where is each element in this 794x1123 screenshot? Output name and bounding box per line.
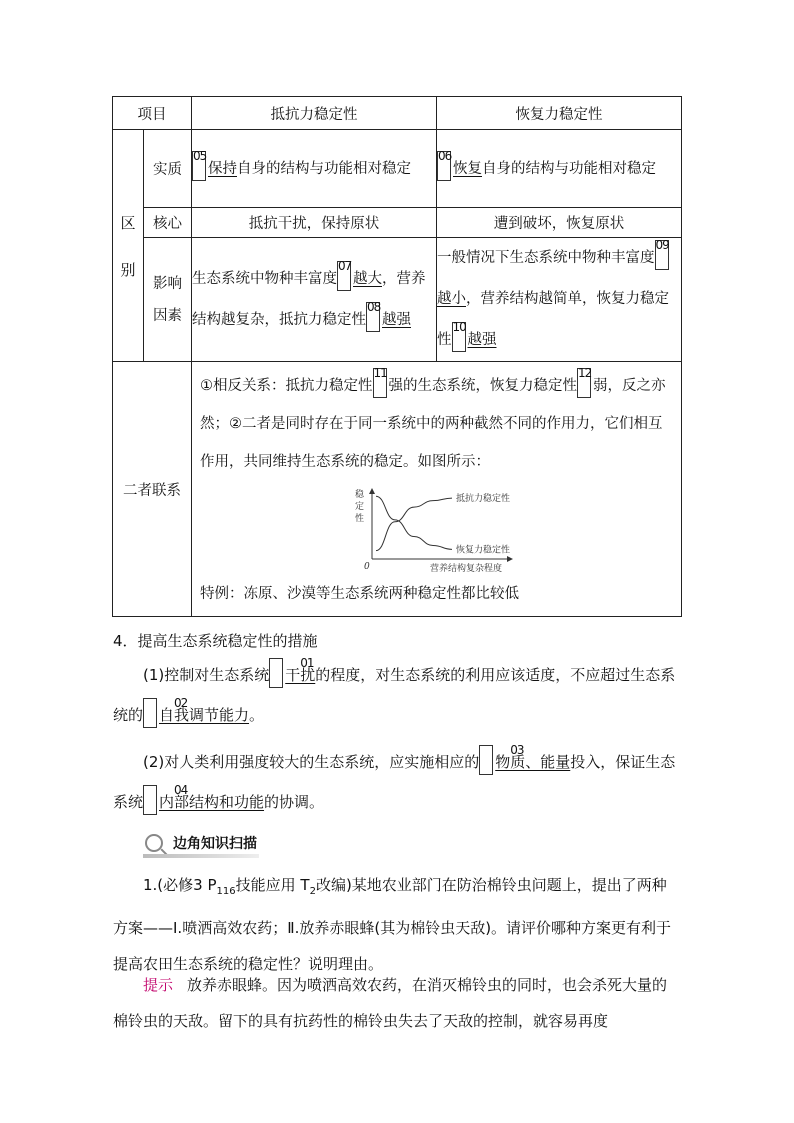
blank-number: 09 — [655, 238, 669, 252]
essence-resist-cell — [192, 130, 437, 208]
group-label-cell — [113, 130, 144, 362]
cell-text: ，营养结构越简单，恢复力稳定性 — [437, 291, 669, 348]
blank-box — [143, 783, 188, 815]
keyword: 越强 — [467, 332, 497, 348]
scan-section-header — [145, 833, 257, 853]
stability-chart — [200, 485, 673, 577]
keyword: 物质、能量 — [495, 753, 571, 771]
row-label-factors-line2: 因素 — [153, 307, 182, 324]
section4-paragraph-1 — [113, 655, 680, 735]
blank-box — [337, 258, 352, 291]
blank-number: 01 — [300, 656, 314, 670]
row-label-core: 核心 — [144, 208, 192, 238]
q-sub: 116 — [216, 886, 236, 897]
cell-text: ①相反关系：抵抗力稳定性 — [200, 378, 373, 394]
tip-label: 提示 — [143, 976, 174, 994]
keyword: 内部结构和功能 — [159, 793, 265, 811]
core-resist-cell: 抵抗干扰，保持原状 — [192, 208, 437, 238]
keyword: 越强 — [382, 311, 411, 328]
header-underline-bar — [143, 854, 259, 858]
row-label-relation: 二者联系 — [113, 362, 192, 617]
tip-text: 放养赤眼蜂。因为喷洒高效农药，在消灭棉铃虫的同时，也会杀死大量的棉铃虫的天敌。留下的具有抗药性的棉铃虫失去了天敌的控制，就容易再度 — [113, 976, 668, 1030]
blank-box — [143, 696, 188, 728]
blank-number: 06 — [438, 148, 452, 163]
series-label-0: 抵抗力稳定性 — [455, 494, 510, 505]
row-label-factors-line1: 影响 — [153, 275, 182, 292]
header-item: 项目 — [113, 97, 192, 130]
blank-number: 11 — [373, 366, 387, 380]
relation-cell — [192, 362, 682, 617]
y-axis-label-2: 定 — [354, 502, 364, 512]
series-label-1: 恢复力稳定性 — [455, 545, 510, 556]
table-row-factors — [113, 238, 682, 362]
keyword: 保持 — [208, 160, 237, 177]
cell-text: 自身的结构与功能相对稳定 — [237, 160, 411, 177]
blank-number: 10 — [452, 320, 466, 334]
cell-text: 一般情况下生态系统中物种丰富度 — [437, 250, 655, 266]
section4-title: 4．提高生态系统稳定性的措施 — [113, 632, 318, 650]
blank-number: 05 — [193, 148, 207, 163]
keyword: 自我调节能力 — [159, 706, 250, 724]
q-text: 改编)某地农业部门在防治棉铃虫问题上，提出了两种方案——Ⅰ.喷洒高效农药；Ⅱ.放养赤眼蜂(其为棉铃虫天敌)。请评价哪种方案更有利于提高农田生态系统的稳定性？说明理由。 — [113, 876, 672, 973]
y-axis-label-3: 性 — [354, 514, 364, 524]
keyword: 恢复 — [453, 160, 482, 177]
group-label-char-1: 区 — [120, 213, 136, 232]
blank-box — [452, 322, 466, 352]
keyword: 越小 — [437, 291, 466, 307]
blank-box — [192, 148, 207, 181]
blank-box — [479, 743, 524, 775]
row-label-essence: 实质 — [144, 130, 192, 208]
para-text: (2)对人类利用强度较大的生态系统，应实施相应的 — [143, 753, 480, 771]
para-text: 。 — [249, 706, 265, 724]
scan-question — [113, 867, 680, 982]
blank-box — [366, 299, 381, 332]
para-text: (1)控制对生态系统 — [143, 666, 270, 684]
x-axis-label: 营养结构复杂程度 — [429, 564, 502, 573]
magnifier-icon — [145, 834, 163, 852]
para-text: 的协调。 — [264, 793, 325, 811]
table-row-core — [113, 208, 682, 238]
header-resist: 抵抗力稳定性 — [192, 97, 437, 130]
blank-number: 03 — [510, 743, 524, 757]
blank-number: 07 — [338, 258, 352, 273]
comparison-table — [112, 96, 682, 617]
section4-paragraph-2 — [113, 742, 680, 822]
stability-chart-svg — [352, 485, 522, 573]
blank-number: 02 — [174, 696, 188, 710]
row-label-factors — [144, 238, 192, 362]
factors-resist-cell — [192, 238, 437, 362]
table-row-essence — [113, 130, 682, 208]
blank-box — [437, 148, 452, 181]
blank-number: 08 — [367, 299, 381, 314]
blank-box — [577, 368, 591, 398]
scan-tip — [113, 967, 680, 1039]
cell-text: 弱，反之亦然；②二者是同时存在于同一系统中的两种截然不同的作用力，它们相互作用，共同维持生态系统的稳定。如图所示： — [200, 378, 666, 470]
y-axis-label-1: 稳 — [354, 490, 364, 500]
cell-text: ，营养结构越复杂，抵抗力稳定性 — [192, 270, 426, 328]
cell-text: 生态系统中物种丰富度 — [192, 270, 337, 287]
table-header-row — [113, 97, 682, 130]
blank-box — [373, 368, 387, 398]
q-sub: 2 — [309, 886, 316, 897]
keyword: 越大 — [353, 270, 382, 287]
relation-example: 特例：冻原、沙漠等生态系统两种稳定性都比较低 — [200, 586, 519, 602]
keyword: 干扰 — [285, 666, 316, 684]
series-line-1 — [376, 496, 452, 549]
cell-text: 强的生态系统，恢复力稳定性 — [388, 378, 577, 394]
series-line-0 — [376, 498, 452, 550]
scan-header-text: 边角知识扫描 — [173, 836, 257, 852]
origin-label: 0 — [363, 562, 370, 572]
table-row-relation — [113, 362, 682, 617]
factors-recover-cell — [437, 238, 682, 362]
cell-text: 自身的结构与功能相对稳定 — [482, 160, 656, 177]
core-recover-cell: 遭到破坏，恢复原状 — [437, 208, 682, 238]
q-text: 1.(必修3 P — [143, 876, 217, 894]
blank-number: 04 — [174, 783, 188, 797]
q-text: 技能应用 T — [235, 876, 310, 894]
blank-number: 12 — [578, 366, 592, 380]
essence-recover-cell — [437, 130, 682, 208]
group-label-char-2: 别 — [120, 260, 136, 279]
blank-box — [655, 240, 669, 270]
para-text: 投入，保证生态系统 — [113, 753, 676, 811]
header-recover: 恢复力稳定性 — [437, 97, 682, 130]
para-text: 的程度，对生态系统的利用应该适度，不应超过生态系统的 — [113, 666, 676, 724]
